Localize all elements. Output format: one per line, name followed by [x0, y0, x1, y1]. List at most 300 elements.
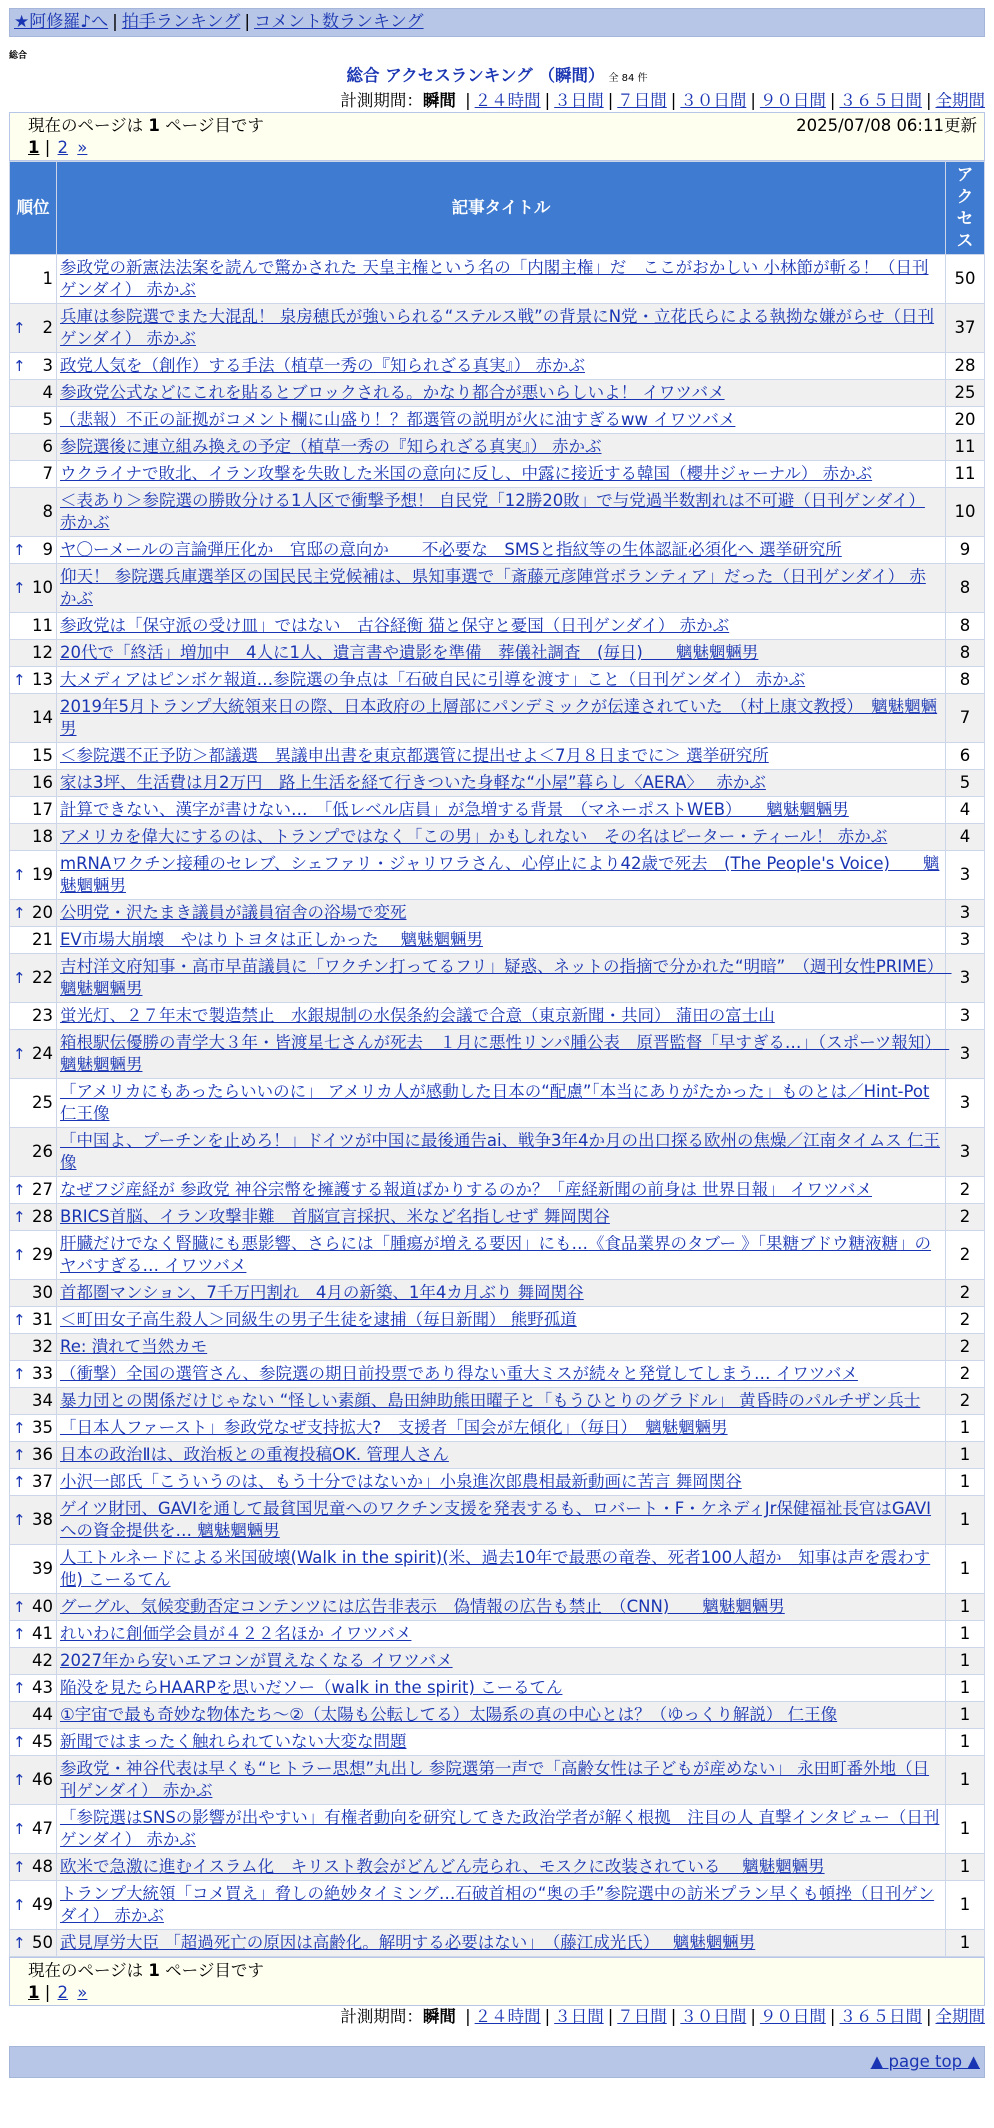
title-cell: [57, 824, 946, 851]
period-link[interactable]: ９０日間: [759, 91, 826, 110]
access-count: 3: [946, 954, 985, 1003]
period-link[interactable]: ３０日間: [680, 91, 747, 110]
title-cell: [57, 380, 946, 407]
article-link[interactable]: mRNAワクチン接種のセレブ、シェファリ・ジャリワラさん、心停止により42歳で死去 (The People's Voice) 魑魅魍魎男: [60, 854, 940, 895]
title-cell: [57, 1756, 946, 1805]
article-link[interactable]: 武見厚労大臣 「超過死亡の原因は高齢化。解明する必要はない」 （藤江成光氏） 魑魅魍魎男: [60, 1933, 756, 1952]
table-row: [10, 1334, 985, 1361]
rank-cell: [10, 770, 57, 797]
up-arrow-icon: ↑: [13, 866, 26, 884]
title-cell: [57, 1854, 946, 1881]
up-arrow-icon: ↑: [13, 1896, 26, 1914]
table-row: [10, 1805, 985, 1854]
article-link[interactable]: アメリカを偉大にするのは、トランプではなく「この男」かもしれない その名はピーター・ティール！ 赤かぶ: [60, 827, 888, 846]
table-row: [10, 461, 985, 488]
rank-cell: [10, 461, 57, 488]
title-cell: [57, 1805, 946, 1854]
ranking-table: [9, 161, 985, 1957]
up-arrow-icon: ↑: [13, 1208, 26, 1226]
access-count: 2: [946, 1334, 985, 1361]
table-row: [10, 927, 985, 954]
rank-number: 20: [32, 903, 53, 922]
rank-cell: [10, 694, 57, 743]
rank-number: 9: [42, 540, 53, 559]
article-link[interactable]: ＜表あり＞参院選の勝敗分ける1人区で衝撃予想！ 自民党「12勝20敗」で与党過半数割れは不可避（日刊ゲンダイ） 赤かぶ: [60, 491, 925, 532]
rank-cell: [10, 1231, 57, 1280]
access-count: 7: [946, 694, 985, 743]
up-arrow-icon: ↑: [13, 969, 26, 987]
table-row: [10, 1621, 985, 1648]
rank-number: 3: [42, 356, 53, 375]
article-link[interactable]: グーグル、気候変動否定コンテンツには広告非表示 偽情報の広告も禁止 （CNN) 魑魅魍魎男: [60, 1597, 785, 1616]
period-link[interactable]: ９０日間: [759, 2007, 826, 2026]
rank-cell: [10, 1621, 57, 1648]
period-link[interactable]: ３０日間: [680, 2007, 747, 2026]
up-arrow-icon: ↑: [13, 1045, 26, 1063]
article-link[interactable]: なぜフジ産経が 参政党 神谷宗幣を擁護する報道ばかりするのか？「産経新聞の前身は 世界日報」 イワツバメ: [60, 1180, 872, 1199]
rank-cell: [10, 1469, 57, 1496]
rank-cell: [10, 1280, 57, 1307]
rank-cell: [10, 797, 57, 824]
page-link-2[interactable]: 2: [57, 138, 69, 157]
rank-cell: [10, 900, 57, 927]
title-cell: [57, 1729, 946, 1756]
column-header-title: 記事タイトル: [57, 162, 946, 255]
article-link[interactable]: 20代で「終活」増加中 4人に1人、遺言書や遺影を準備 葬儀社調査 (毎日) 魑魅魍魎男: [60, 643, 759, 662]
rank-number: 10: [32, 578, 53, 597]
article-link[interactable]: 新聞ではまったく触れられていない大変な問題: [60, 1732, 407, 1751]
access-count: 1: [946, 1415, 985, 1442]
period-label: 計測期間：: [340, 2007, 423, 2026]
access-count: 2: [946, 1307, 985, 1334]
article-link[interactable]: 計算できない、漢字が書けない… 「低レベル店員」が急増する背景 （マネーポストWEB） 魑魅魍魎男: [60, 800, 849, 819]
article-link[interactable]: ＜町田女子高生殺人＞同級生の男子生徒を逮捕（毎日新聞） 熊野孤道: [60, 1310, 577, 1329]
access-count: 2: [946, 1280, 985, 1307]
rank-cell: [10, 1702, 57, 1729]
table-row: [10, 1496, 985, 1545]
up-arrow-icon: ↑: [13, 1625, 26, 1643]
period-link[interactable]: ２４時間: [474, 2007, 541, 2026]
period-label: 計測期間：: [340, 91, 423, 110]
period-links: [461, 2007, 985, 2026]
table-row: [10, 488, 985, 537]
rank-number: 24: [32, 1044, 53, 1063]
period-link[interactable]: ３６５日間: [839, 2007, 922, 2026]
rank-number: 5: [42, 410, 53, 429]
article-link[interactable]: 人工トルネードによる米国破壊(Walk in the spirit)(米、過去10年で最悪の竜巻、死者100人超か 知事は声を震わす他) こーるてん: [60, 1548, 931, 1589]
article-link[interactable]: 「日本人ファースト」参政党なぜ支持拡大? 支援者「国会が左傾化」（毎日） 魑魅魍魎男: [60, 1418, 728, 1437]
article-link[interactable]: 兵庫は参院選でまた大混乱！ 泉房穂氏が強いられる“ステルス戦”の背景にN党・立花氏らによる執拗な嫌がらせ（日刊ゲンダイ） 赤かぶ: [60, 307, 935, 348]
rank-cell: [10, 1675, 57, 1702]
article-link[interactable]: 陥没を見たらHAARPを思いだソー（walk in the spirit) こーるてん: [60, 1678, 563, 1697]
article-link[interactable]: Re: 潰れて当然カモ: [60, 1337, 208, 1356]
table-row: [10, 1388, 985, 1415]
table-row: [10, 1231, 985, 1280]
ranking-heading: [9, 65, 985, 90]
ranking-table-body: [10, 255, 985, 1957]
title-cell: [57, 640, 946, 667]
access-count: 1: [946, 1805, 985, 1854]
period-separator: |: [607, 91, 614, 110]
clap-ranking-link[interactable]: 拍手ランキング: [121, 12, 241, 32]
rank-cell: [10, 954, 57, 1003]
period-link[interactable]: 全期間: [935, 91, 985, 110]
article-link[interactable]: 日本の政治Ⅱは、政治板との重複投稿OK. 管理人さん: [60, 1445, 449, 1464]
period-separator: |: [750, 2007, 756, 2026]
table-row: [10, 1307, 985, 1334]
period-separator: |: [607, 2007, 614, 2026]
access-count: 1: [946, 1854, 985, 1881]
up-arrow-icon: ↑: [13, 1473, 26, 1491]
rank-number: 48: [32, 1857, 53, 1876]
title-cell: [57, 1280, 946, 1307]
rank-cell: [10, 537, 57, 564]
rank-cell: [10, 1648, 57, 1675]
table-row: [10, 1881, 985, 1930]
title-cell: [57, 1648, 946, 1675]
rank-number: 1: [42, 269, 53, 288]
table-row: [10, 743, 985, 770]
rank-number: 31: [32, 1310, 53, 1329]
table-row: [10, 1702, 985, 1729]
up-arrow-icon: ↑: [13, 671, 26, 689]
rank-cell: [10, 1805, 57, 1854]
access-count: 2: [946, 1231, 985, 1280]
table-row: [10, 851, 985, 900]
up-arrow-icon: ↑: [13, 1511, 26, 1529]
article-link[interactable]: 「中国よ、プーチンを止めろ！」ドイツが中国に最後通告ai、戦争3年4か月の出口探る欧州の焦燥／江南タイムス 仁王像: [60, 1131, 940, 1172]
rank-cell: [10, 640, 57, 667]
access-count: 2: [946, 1204, 985, 1231]
access-count: 50: [946, 255, 985, 304]
pager-suffix: ページ目です: [165, 116, 264, 135]
article-link[interactable]: （悲報）不正の証拠がコメント欄に山盛り！？都選管の説明が火に油すぎるww イワツバメ: [60, 410, 736, 429]
table-row: [10, 1204, 985, 1231]
table-row: [10, 1756, 985, 1805]
rank-cell: [10, 1442, 57, 1469]
period-current: 瞬間: [422, 91, 456, 110]
table-row: [10, 770, 985, 797]
page-link-current: 1: [28, 138, 40, 157]
table-row: [10, 1415, 985, 1442]
rank-number: 6: [42, 437, 53, 456]
article-link[interactable]: 政党人気を（創作）する手法（植草一秀の『知られざる真実』） 赤かぶ: [60, 356, 585, 375]
rank-cell: [10, 824, 57, 851]
period-separator: |: [829, 2007, 836, 2026]
article-link[interactable]: 「参院選はSNSの影響が出やすい」有権者動向を研究してきた政治学者が解く根拠 注目の人 直撃インタビュー（日刊ゲンダイ） 赤かぶ: [60, 1808, 940, 1849]
rank-number: 32: [32, 1337, 53, 1356]
access-count: 1: [946, 1729, 985, 1756]
rank-number: 12: [32, 643, 53, 662]
access-count: 8: [946, 640, 985, 667]
period-separator: |: [465, 2007, 471, 2026]
up-arrow-icon: ↑: [13, 1419, 26, 1437]
access-count: 3: [946, 927, 985, 954]
title-cell: [57, 1930, 946, 1957]
period-link[interactable]: ３日間: [554, 91, 604, 110]
title-cell: [57, 1388, 946, 1415]
table-row: [10, 1177, 985, 1204]
access-count: 3: [946, 900, 985, 927]
rank-number: 36: [32, 1445, 53, 1464]
table-row: [10, 1930, 985, 1957]
table-row: [10, 1280, 985, 1307]
table-row: [10, 380, 985, 407]
rank-number: 39: [32, 1559, 53, 1578]
table-row: [10, 407, 985, 434]
rank-number: 28: [32, 1207, 53, 1226]
rank-cell: [10, 304, 57, 353]
article-link[interactable]: 参政党公式などにこれを貼るとブロックされる。かなり都合が悪いらしいよ！ イワツバメ: [60, 383, 725, 402]
rank-cell: [10, 380, 57, 407]
access-count: 1: [946, 1756, 985, 1805]
title-cell: [57, 564, 946, 613]
article-link[interactable]: 家は3坪、生活費は月2万円 路上生活を経て行きついた身軽な“小屋”暮らし〈AERA〉 赤かぶ: [60, 773, 766, 792]
access-count: 1: [946, 1881, 985, 1930]
title-cell: [57, 743, 946, 770]
table-row: [10, 1594, 985, 1621]
pager-top: [9, 112, 985, 161]
article-link[interactable]: 参政党は「保守派の受け皿」ではない 古谷経衡 猫と保守と憂国（日刊ゲンダイ） 赤かぶ: [60, 616, 730, 635]
table-row: [10, 613, 985, 640]
article-link[interactable]: ＜参院選不正予防＞都議選 異議申出書を東京都選管に提出せよ＜7月８日までに＞ 選挙研究所: [60, 746, 769, 765]
pager-prefix: 現在のページは: [28, 116, 144, 135]
article-link[interactable]: れいわに創価学会員が４２２名ほか イワツバメ: [60, 1624, 412, 1643]
article-link[interactable]: EV市場大崩壊 やはりトヨタは正しかった 魑魅魍魎男: [60, 930, 483, 949]
rank-cell: [10, 613, 57, 640]
table-row: [10, 1729, 985, 1756]
rank-number: 19: [32, 865, 53, 884]
title-cell: [57, 255, 946, 304]
rank-number: 45: [32, 1732, 53, 1751]
title-cell: [57, 1545, 946, 1594]
updated-timestamp: 2025/07/08 06:11更新: [796, 116, 977, 135]
page-link-2[interactable]: 2: [57, 1983, 69, 2002]
period-link[interactable]: 全期間: [935, 2007, 985, 2026]
article-link[interactable]: （衝撃）全国の選管さん、参院選の期日前投票であり得ない重大ミスが続々と発覚してしまう… イワツバメ: [60, 1364, 858, 1383]
period-separator: |: [465, 91, 471, 110]
access-count: 8: [946, 564, 985, 613]
title-cell: [57, 1621, 946, 1648]
rank-cell: [10, 1388, 57, 1415]
access-count: 1: [946, 1702, 985, 1729]
table-row: [10, 824, 985, 851]
article-link[interactable]: ゲイツ財団、GAVIを通して最貧国児童へのワクチン支援を発表するも、ロバート・F・ケネディJr保健福祉長官はGAVIへの資金提供を… 魑魅魍魎男: [60, 1499, 932, 1540]
table-row: [10, 564, 985, 613]
table-row: [10, 1442, 985, 1469]
article-link[interactable]: 「アメリカにもあったらいいのに」 アメリカ人が感動した日本の“配慮”「本当にありがたかった」ものとは／Hint-Pot 仁王像: [60, 1082, 930, 1123]
article-link[interactable]: 参政党・神谷代表は早くも“ヒトラー思想”丸出し 参院選第一声で「高齢女性は子どもが産めない」 永田町番外地（日刊ゲンダイ） 赤かぶ: [60, 1759, 930, 1800]
column-header-rank: 順位: [10, 162, 57, 255]
access-count: 1: [946, 1930, 985, 1957]
rank-number: 46: [32, 1770, 53, 1789]
title-cell: [57, 770, 946, 797]
bottom-bar: [9, 2046, 985, 2078]
rank-number: 35: [32, 1418, 53, 1437]
rank-cell: [10, 1729, 57, 1756]
page-link-current: 1: [28, 1983, 40, 2002]
rank-cell: [10, 488, 57, 537]
period-separator: |: [670, 2007, 677, 2026]
period-link[interactable]: ２４時間: [474, 91, 541, 110]
table-row: [10, 640, 985, 667]
rank-number: 25: [32, 1093, 53, 1112]
rank-number: 34: [32, 1391, 53, 1410]
access-count: 1: [946, 1496, 985, 1545]
access-count: 2: [946, 1177, 985, 1204]
rank-number: 49: [32, 1895, 53, 1914]
period-separator: |: [829, 91, 836, 110]
article-link[interactable]: 公明党・沢たまき議員が議員宿舎の浴場で変死: [60, 903, 407, 922]
page-top-link[interactable]: ▲ page top ▲: [870, 2052, 980, 2071]
access-count: 37: [946, 304, 985, 353]
up-arrow-icon: ↑: [13, 1181, 26, 1199]
access-count: 3: [946, 1030, 985, 1079]
page-link-next[interactable]: »: [77, 138, 88, 157]
article-link[interactable]: ①宇宙で最も奇妙な物体たち〜②（太陽も公転してる）太陽系の真の中心とは？（ゆっくり解説） 仁王像: [60, 1705, 838, 1724]
rank-number: 13: [32, 670, 53, 689]
article-link[interactable]: 首都圏マンション、7千万円割れ 4月の新築、1年4カ月ぶり 舞岡関谷: [60, 1283, 584, 1302]
rank-cell: [10, 1545, 57, 1594]
rank-number: 30: [32, 1283, 53, 1302]
article-link[interactable]: 肝臓だけでなく腎臓にも悪影響、さらには「腫瘍が増える要因」にも…《食品業界のタブー 》「果糖ブドウ糖液糖」のヤバすぎる… イワツバメ: [60, 1234, 931, 1275]
rank-cell: [10, 1415, 57, 1442]
nav-separator: |: [244, 12, 251, 32]
title-cell: [57, 537, 946, 564]
rank-cell: [10, 1496, 57, 1545]
rank-cell: [10, 1334, 57, 1361]
access-count: 1: [946, 1469, 985, 1496]
rank-cell: [10, 407, 57, 434]
rank-number: 47: [32, 1819, 53, 1838]
title-cell: [57, 1442, 946, 1469]
access-count: 1: [946, 1648, 985, 1675]
article-link[interactable]: 参院選後に連立組み換えの予定（植草一秀の『知られざる真実』） 赤かぶ: [60, 437, 602, 456]
article-link[interactable]: ウクライナで敗北、イラン攻撃を失敗した米国の意向に反し、中露に接近する韓国（櫻井ジャーナル） 赤かぶ: [60, 464, 873, 483]
rank-number: 8: [42, 502, 53, 521]
article-link[interactable]: 2019年5月トランプ大統領来日の際、日本政府の上層部にパンデミックが伝達されていた （村上康文教授） 魑魅魍魎男: [60, 697, 938, 738]
rank-cell: [10, 1930, 57, 1957]
article-link[interactable]: 大メディアはピンボケ報道…参院選の争点は「石破自民に引導を渡す」こと（日刊ゲンダイ） 赤かぶ: [60, 670, 806, 689]
pager-current: 1: [148, 116, 160, 135]
title-cell: [57, 1177, 946, 1204]
article-link[interactable]: 蛍光灯、２７年末で製造禁止 水銀規制の水俣条約会議で合意（東京新聞・共同） 蒲田の富士山: [60, 1006, 775, 1025]
up-arrow-icon: ↑: [13, 1246, 26, 1264]
rank-number: 15: [32, 746, 53, 765]
access-count: 5: [946, 770, 985, 797]
title-cell: [57, 1594, 946, 1621]
access-count: 4: [946, 824, 985, 851]
comment-ranking-link[interactable]: コメント数ランキング: [254, 12, 424, 32]
access-count: 2: [946, 1388, 985, 1415]
article-link[interactable]: BRICS首脳、イラン攻撃非難 首脳宣言採択、米など名指しせず 舞岡関谷: [60, 1207, 610, 1226]
rank-cell: [10, 1079, 57, 1128]
title-cell: [57, 407, 946, 434]
page-title: 総合 アクセスランキング （瞬間）: [346, 66, 605, 85]
pager-suffix: ページ目です: [165, 1961, 264, 1980]
table-row: [10, 1854, 985, 1881]
table-row: [10, 954, 985, 1003]
rank-number: 41: [32, 1624, 53, 1643]
rank-number: 29: [32, 1245, 53, 1264]
access-count: 1: [946, 1675, 985, 1702]
table-row: [10, 1361, 985, 1388]
up-arrow-icon: ↑: [13, 1934, 26, 1952]
period-selector-bottom: [9, 2006, 985, 2028]
article-link[interactable]: 欧米で急激に進むイスラム化 キリスト教会がどんどん売られ、モスクに改装されている 魑魅魍魎男: [60, 1857, 825, 1876]
access-count: 2: [946, 1361, 985, 1388]
title-cell: [57, 1334, 946, 1361]
period-link[interactable]: ７日間: [617, 91, 667, 110]
title-cell: [57, 461, 946, 488]
access-count: 1: [946, 1442, 985, 1469]
title-cell: [57, 1030, 950, 1079]
table-row: [10, 1545, 985, 1594]
article-link[interactable]: 仰天！ 参院選兵庫選挙区の国民民主党候補は、県知事選で「斎藤元彦陣営ボランティア」だった（日刊ゲンダイ） 赤かぶ: [60, 567, 926, 608]
article-link[interactable]: トランプ大統領「コメ買え」脅しの絶妙タイミング…石破首相の“奥の手”参院選中の訪米プラン早くも頓挫（日刊ゲンダイ） 赤かぶ: [60, 1884, 935, 1925]
period-selector-top: [9, 90, 985, 112]
period-link[interactable]: ３日間: [554, 2007, 604, 2026]
article-link[interactable]: 小沢一郎氏「こういうのは、もう十分ではないか」小泉進次郎農相最新動画に苦言 舞岡関谷: [60, 1472, 742, 1491]
access-count: 6: [946, 743, 985, 770]
article-link[interactable]: ヤ〇ーメールの言論弾圧化か 官邸の意向か 不必要な SMSと指紋等の生体認証必須化へ 選挙研究所: [60, 540, 842, 559]
rank-number: 18: [32, 827, 53, 846]
article-link[interactable]: 箱根駅伝優勝の青学大３年・皆渡星七さんが死去 １月に悪性リンパ腫公表 原晋監督「早すぎる…」（スポーツ報知） 魑魅魍魎男: [60, 1033, 950, 1074]
rank-number: 14: [32, 708, 53, 727]
table-row: [10, 694, 985, 743]
rank-number: 23: [32, 1006, 53, 1025]
article-link[interactable]: 吉村洋文府知事・高市早苗議員に「ワクチン打ってるフリ」疑惑、ネットの指摘で分かれた“明暗” （週刊女性PRIME） 魑魅魍魎男: [60, 957, 952, 998]
rank-number: 4: [42, 383, 53, 402]
article-link[interactable]: 2027年から安いエアコンが買えなくなる イワツバメ: [60, 1651, 453, 1670]
up-arrow-icon: ↑: [13, 1679, 26, 1697]
rank-cell: [10, 353, 57, 380]
period-link[interactable]: ７日間: [617, 2007, 667, 2026]
rank-number: 37: [32, 1472, 53, 1491]
page-link-next[interactable]: »: [77, 1983, 88, 2002]
period-link[interactable]: ３６５日間: [839, 91, 922, 110]
title-cell: [57, 954, 952, 1003]
title-cell: [57, 667, 946, 694]
access-count: 11: [946, 461, 985, 488]
title-cell: [57, 304, 946, 353]
rank-number: 27: [32, 1180, 53, 1199]
rank-cell: [10, 1756, 57, 1805]
home-link[interactable]: ★阿修羅♪へ: [14, 12, 109, 32]
pager-links: 1 | 2 »: [28, 1983, 88, 2002]
access-count: 3: [946, 1079, 985, 1128]
access-count: 20: [946, 407, 985, 434]
access-count: 9: [946, 537, 985, 564]
column-header-count: アクセス: [946, 162, 985, 255]
rank-cell: [10, 1881, 57, 1930]
up-arrow-icon: ↑: [13, 904, 26, 922]
title-cell: [57, 1204, 946, 1231]
article-link[interactable]: 暴力団との関係だけじゃない “怪しい素顔、島田紳助熊田曜子と「もうひとりのグラドル」 黄昏時のパルチザン兵士: [60, 1391, 921, 1410]
table-row: [10, 900, 985, 927]
up-arrow-icon: ↑: [13, 579, 26, 597]
access-count: 3: [946, 1128, 985, 1177]
table-row: [10, 1675, 985, 1702]
up-arrow-icon: ↑: [13, 1446, 26, 1464]
table-row: [10, 304, 985, 353]
table-row: [10, 1030, 985, 1079]
title-cell: [57, 1702, 946, 1729]
period-links: [461, 91, 985, 110]
article-link[interactable]: 参政党の新憲法法案を読んで驚かされた 天皇主権という名の「内閣主権」だ ここがおかしい 小林節が斬る！（日刊ゲンダイ） 赤かぶ: [60, 258, 929, 299]
pager-links: 1 | 2 »: [28, 138, 88, 157]
up-arrow-icon: ↑: [13, 1733, 26, 1751]
